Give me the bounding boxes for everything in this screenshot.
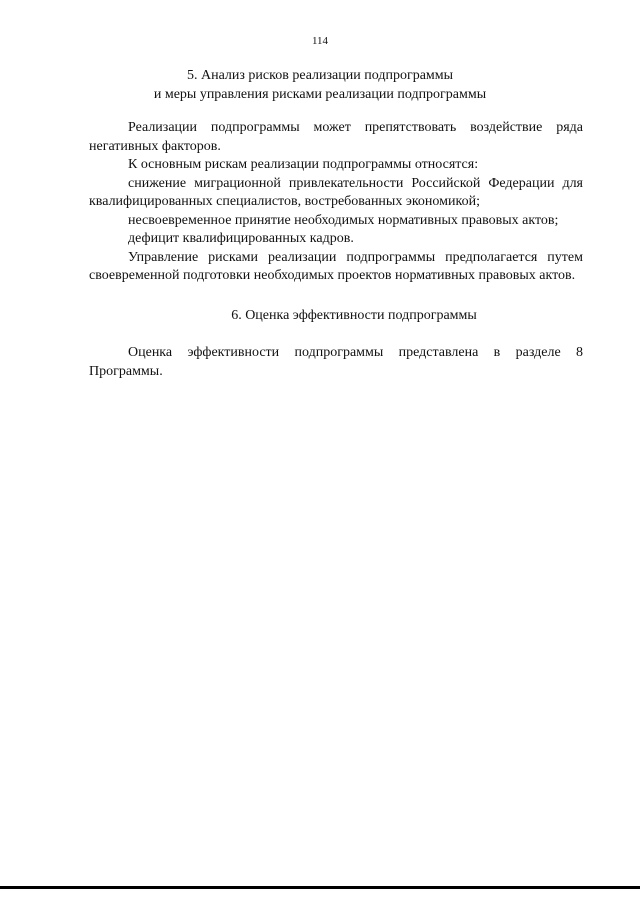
paragraph-risk-migration: снижение миграционной привлекательности Российской Федерации для квалифицированных специалистов, востребованных экономикой; bbox=[89, 175, 583, 209]
paragraph-risk-regulation: несвоевременное принятие необходимых нормативных правовых актов; bbox=[128, 212, 559, 228]
paragraph-evaluation: Оценка эффективности подпрограммы представлена в разделе 8 Программы. bbox=[89, 345, 583, 379]
section-6-body bbox=[89, 344, 583, 381]
section-5-body bbox=[89, 119, 583, 286]
section-5-title-line-2: и меры управления рисками реализации подпрограммы bbox=[153, 87, 487, 102]
page-number: 114 bbox=[311, 35, 329, 47]
paragraph-risk-management: Управление рисками реализации подпрограммы предполагается путем своевременной подготовки необходимых проектов нормативных правовых актов. bbox=[89, 249, 583, 283]
section-6-title: 6. Оценка эффективности подпрограммы bbox=[231, 308, 477, 323]
paragraph-risk-staff: дефицит квалифицированных кадров. bbox=[128, 231, 354, 246]
section-5-title-line-1: 5. Анализ рисков реализации подпрограммы bbox=[186, 68, 454, 83]
bottom-rule bbox=[0, 886, 640, 889]
paragraph-main-risks: К основным рискам реализации подпрограммы относятся: bbox=[128, 157, 479, 172]
section-5-title bbox=[0, 66, 640, 104]
paragraph-risk-intro: Реализации подпрограммы может препятствовать воздействие ряда негативных факторов. bbox=[89, 120, 583, 154]
